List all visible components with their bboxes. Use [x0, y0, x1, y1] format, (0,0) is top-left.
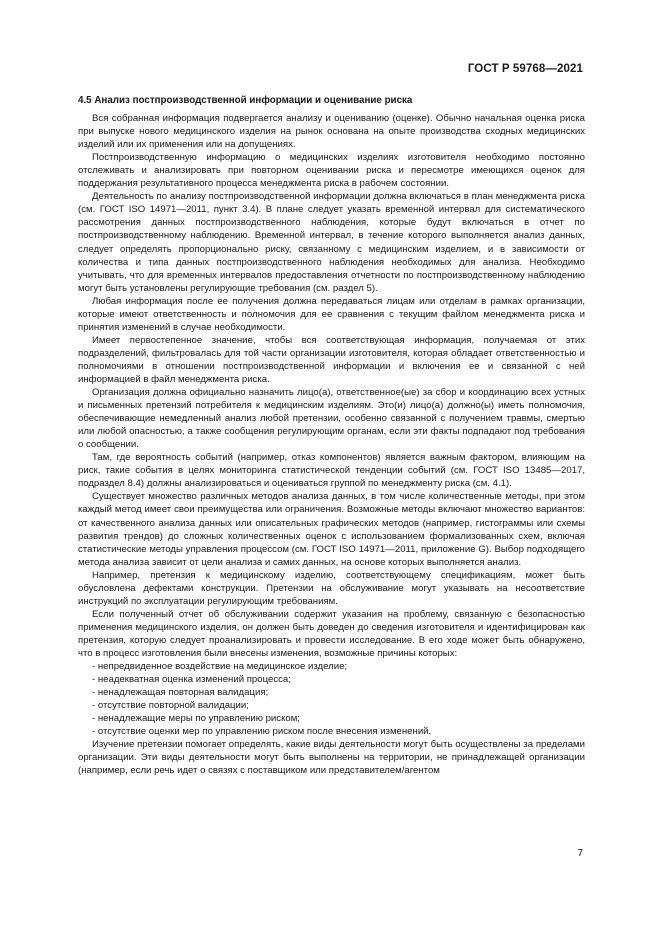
paragraph: Деятельность по анализу постпроизводственной информации должна включаться в план менеджмента риска (см. ГОСТ ISO 14971—2011, пункт 3.4). В плане следует указать временной интервал для систематического рассмотрения данных постпроизводственного наблюдения, которые будут включаться в отчет по постпроизводственному наблюдению. Временной интервал, в течение которого выполняется анализ данных, следует определять пропорционально риску, связанному с медицинским изделием, и в зависимости от количества и типа данных постпроизводственного наблюдения необходимых для анализа. Необходимо учитывать, что для временных интервалов предоставления отчетности по постпроизводственному наблюдению могут быть установлены регулирующие требования (см. раздел 5). — [78, 191, 585, 294]
list-item: - ненадлежащие меры по управлению риском; — [92, 713, 300, 725]
paragraph: Любая информация после ее получения должна передаваться лицам или отделам в рамках организации, которые имеют ответственность и полномочия для ее сравнения с текущим файлом менеджмента риска и принятия изменений в случае необходимости. — [78, 295, 585, 333]
paragraph: Вся собранная информация подвергается анализу и оцениванию (оценке). Обычно начальная оценка риска при выпуске нового медицинского изделия на рынок основана на опыте производства сходных медицинских изделий или их применения или на допущениях. — [78, 113, 585, 151]
document-body — [78, 94, 585, 777]
paragraph: Если полученный отчет об обслуживании содержит указания на проблему, связанную с безопасностью применения медицинского изделия, он должен быть доведен до сведения изготовителя и идентифицирован как претензия, которую следует проанализировать и провести исследование. В его ходе может быть обнаружено, что в процесс изготовления были внесены изменения, возможные причины которых: — [78, 608, 585, 659]
section-heading: 4.5 Анализ постпроизводственной информации и оценивание риска — [78, 95, 413, 106]
paragraph: Имеет первостепенное значение, чтобы вся соответствующая информация, получаемая от этих подразделений, фильтровалась для той части организации изготовителя, которая обладает ответственностью и полномочиями в отношении постпроизводственной информации и включения ее и связанной с ней информацией в файл менеджмента риска. — [78, 334, 585, 385]
list-item: - непредвиденное воздействие на медицинское изделие; — [92, 661, 348, 673]
paragraph: Организация должна официально назначить лицо(а), ответственное(ые) за сбор и координацию всех устных и письменных претензий потребителя к медицинским изделиям. Это(и) лицо(а) должно(ы) иметь полномочия, обеспечивающие немедленный анализ любой претензии, особенно связанной с получением травмы, смертью или любой опасностью, а также сообщения регулирующим органам, если эти факты подпадают под требования о сообщении. — [78, 387, 585, 451]
standard-code-header: ГОСТ Р 59768—2021 — [467, 63, 583, 75]
paragraph: Изучение претензии помогает определять, какие виды деятельности могут быть осуществлены за пределами организации. Эти виды деятельности могут быть выполнены на территории, не принадлежащей организации (например, если речь идет о связях с поставщиком или представителем/агентом — [78, 739, 585, 777]
list-item: - отсутствие оценки мер по управлению риском после внесения изменений. — [92, 726, 432, 738]
page-number: 7 — [577, 848, 583, 859]
paragraph: Например, претензия к медицинскому изделию, соответствующему спецификациям, может быть обусловлена дефектами конструкции. Претензии на обслуживание могут указывать на несоответствие инструкций по эксплуатации регулирующим требованиям. — [78, 569, 585, 607]
list-item: - отсутствие повторной валидации; — [92, 700, 249, 712]
causes-list — [78, 660, 585, 738]
paragraph: Существует множество различных методов анализа данных, в том числе количественные методы, при этом каждый метод имеет свои преимущества или ограничения. Возможные методы включают множество вариантов: от качественного анализа данных или описательных графических методов (например, гистограммы или схемы развития трендов) до сложных количественных оценок с использованием формализованных схем, включая статистические методы управления процессом (см. ГОСТ ISO 14971—2011, приложение G). Выбор подходящего метода анализа зависит от цели анализа и самих данных, на основе которых выполняется анализ. — [78, 491, 585, 568]
list-item: - неадекватная оценка изменений процесса; — [92, 674, 291, 686]
paragraph: Там, где вероятность событий (например, отказ компонентов) является важным фактором, влияющим на риск, такие события в целях мониторинга статистической тенденции событий (см. ГОСТ ISO 13485—2017, подраздел 8.4) должны анализироваться и оцениваться группой по менеджменту риска (см. 4.1). — [78, 452, 585, 490]
list-item: - ненадлежащая повторная валидация; — [92, 687, 269, 699]
paragraph: Постпроизводственную информацию о медицинских изделиях изготовителя необходимо постоянно отслеживать и анализировать при повторном оценивании риска и пересмотре имеющихся оценок для поддержания результативного процесса менеджмента риска в рабочем состоянии. — [78, 152, 585, 190]
